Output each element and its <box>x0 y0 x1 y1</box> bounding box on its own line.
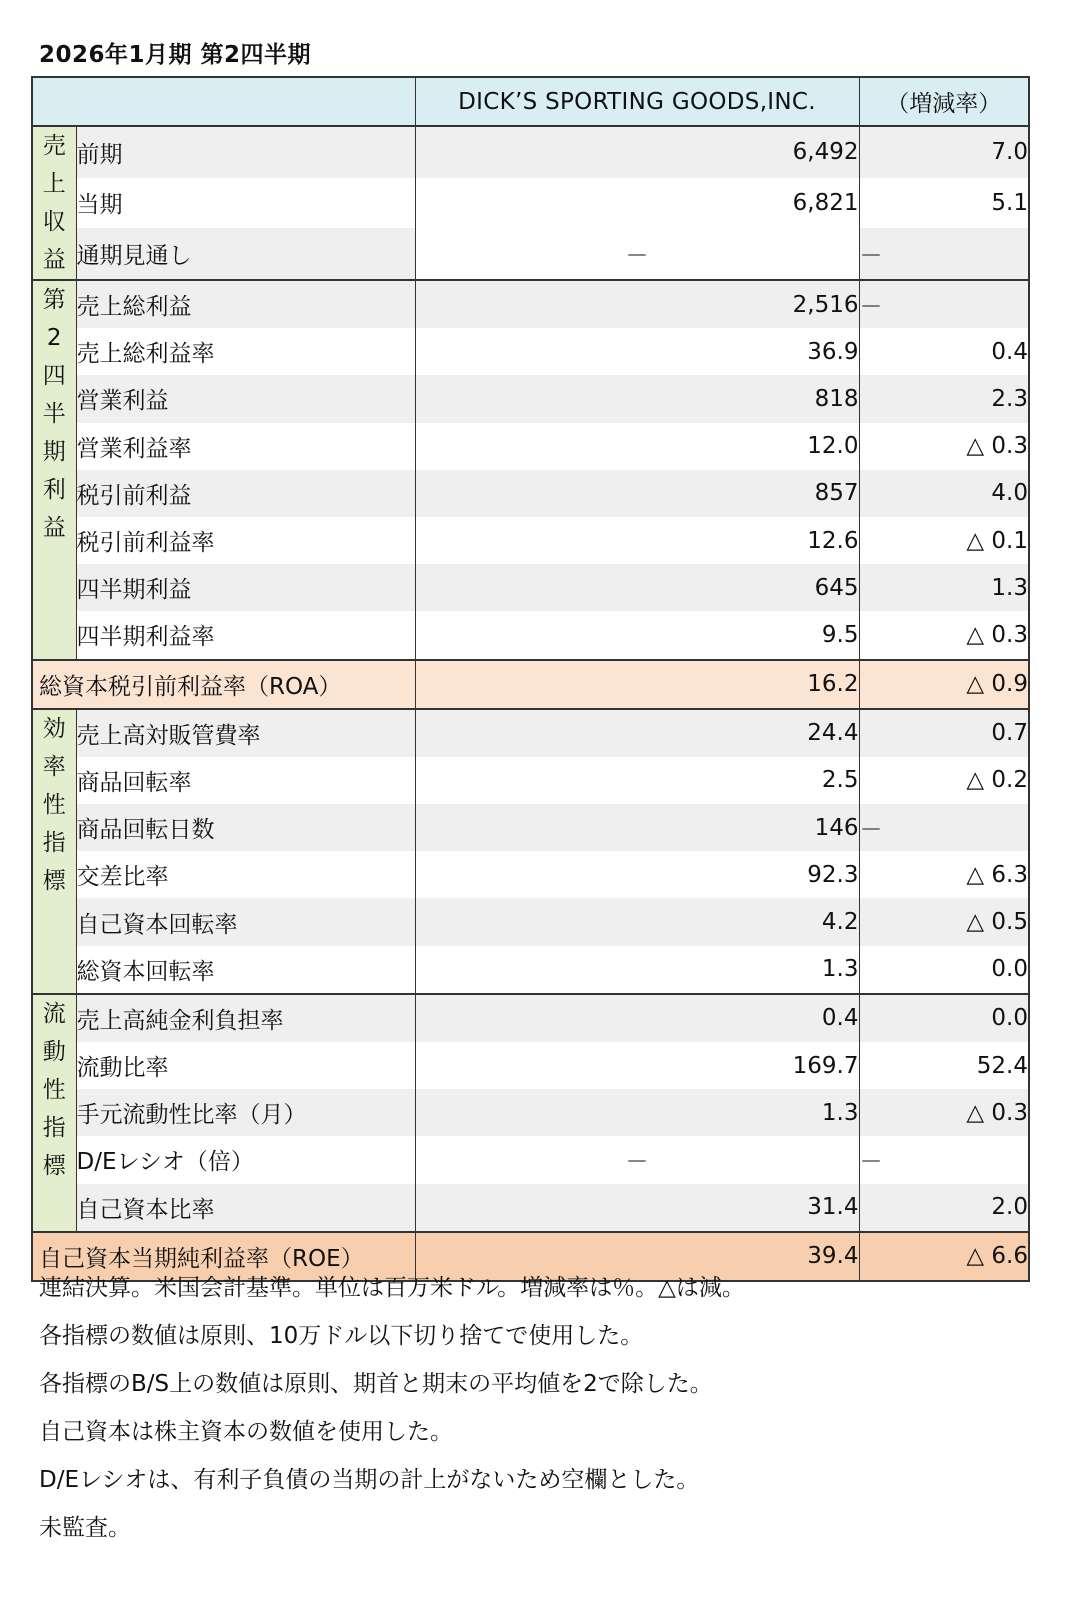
change-cell: △ 0.3 <box>859 1089 1029 1136</box>
table-row <box>32 1184 1029 1232</box>
highlight-row <box>32 660 1029 709</box>
value-cell: 2.5 <box>415 757 859 804</box>
value-cell: 12.0 <box>415 423 859 470</box>
change-cell: 52.4 <box>859 1042 1029 1089</box>
group-char: 流 <box>42 1000 66 1027</box>
change-cell: △ 6.3 <box>859 851 1029 898</box>
footnote-line: 未監査。 <box>39 1515 131 1541</box>
group-char: 標 <box>42 867 66 894</box>
row-label: 商品回転日数 <box>76 804 415 851</box>
table-row <box>32 328 1029 375</box>
group-char: 性 <box>42 1076 66 1103</box>
value-cell: 16.2 <box>415 660 859 709</box>
footnotes <box>39 1264 745 1552</box>
footnote-line: 各指標のB/S上の数値は原則、期首と期末の平均値を2で除した。 <box>39 1371 713 1397</box>
company-header: DICK’S SPORTING GOODS,INC. <box>415 77 859 126</box>
row-label: 交差比率 <box>76 851 415 898</box>
table-row <box>32 994 1029 1042</box>
group-char: 性 <box>42 791 66 818</box>
change-cell: 0.0 <box>859 994 1029 1042</box>
group-char: 2 <box>46 325 62 351</box>
highlight-label: 総資本税引前利益率（ROA） <box>32 660 415 709</box>
group-char: 指 <box>42 829 66 856</box>
value-cell: 4.2 <box>415 898 859 945</box>
group-char: 利 <box>42 477 66 503</box>
change-cell: 7.0 <box>859 126 1029 178</box>
value-cell: 169.7 <box>415 1042 859 1089</box>
footnote-line: 各指標の数値は原則、10万ドル以下切り捨てで使用した。 <box>39 1323 644 1349</box>
row-label: 営業利益率 <box>76 423 415 470</box>
change-cell: 2.0 <box>859 1184 1029 1232</box>
section-group-label <box>32 994 76 1232</box>
table-row <box>32 564 1029 611</box>
financial-table <box>31 76 1030 1282</box>
row-label: 四半期利益 <box>76 564 415 611</box>
change-cell: △ 0.3 <box>859 611 1029 659</box>
row-label: 自己資本比率 <box>76 1184 415 1232</box>
table-row <box>32 1089 1029 1136</box>
table-row <box>32 228 1029 280</box>
change-cell: 0.0 <box>859 946 1029 994</box>
table-header-row <box>32 77 1029 126</box>
value-cell: 818 <box>415 375 859 422</box>
section-group-label <box>32 126 76 280</box>
row-label: 通期見通し <box>76 228 415 280</box>
table-row <box>32 898 1029 945</box>
group-char: 率 <box>42 753 66 780</box>
table-row <box>32 757 1029 804</box>
header-blank-cell <box>32 77 415 126</box>
change-cell: － <box>859 228 1029 280</box>
value-cell: 1.3 <box>415 946 859 994</box>
change-cell: － <box>859 1136 1029 1183</box>
table-row <box>32 1042 1029 1089</box>
page-title: 2026年1月期 第2四半期 <box>39 42 312 68</box>
value-cell: － <box>415 1136 859 1183</box>
row-label: 営業利益 <box>76 375 415 422</box>
change-cell: 0.7 <box>859 709 1029 757</box>
table-row <box>32 423 1029 470</box>
group-char: 益 <box>42 247 66 273</box>
row-label: 税引前利益率 <box>76 517 415 564</box>
table-row <box>32 804 1029 851</box>
row-label: 四半期利益率 <box>76 611 415 659</box>
row-label: 売上総利益率 <box>76 328 415 375</box>
table-row <box>32 126 1029 178</box>
value-cell: 92.3 <box>415 851 859 898</box>
change-cell: － <box>859 804 1029 851</box>
value-cell: 2,516 <box>415 280 859 328</box>
table-row <box>32 1136 1029 1183</box>
table-row <box>32 375 1029 422</box>
value-cell: 31.4 <box>415 1184 859 1232</box>
group-char: 収 <box>42 209 66 235</box>
section-group-label <box>32 280 76 660</box>
group-char: 売 <box>42 133 66 159</box>
group-char: 指 <box>42 1114 66 1141</box>
value-cell: － <box>415 228 859 280</box>
change-cell: 4.0 <box>859 470 1029 517</box>
row-label: 自己資本回転率 <box>76 898 415 945</box>
table-row <box>32 280 1029 328</box>
value-cell: 6,492 <box>415 126 859 178</box>
value-cell: 6,821 <box>415 178 859 229</box>
change-cell: △ 0.9 <box>859 660 1029 709</box>
value-cell: 857 <box>415 470 859 517</box>
group-char: 第 <box>42 287 66 313</box>
row-label: 前期 <box>76 126 415 178</box>
change-rate-header: （増減率） <box>859 77 1029 126</box>
table-row <box>32 470 1029 517</box>
table-row <box>32 946 1029 994</box>
table-row <box>32 709 1029 757</box>
row-label: 当期 <box>76 178 415 229</box>
value-cell: 39.4 <box>415 1232 859 1281</box>
table-row <box>32 517 1029 564</box>
highlight-label: 自己資本当期純利益率（ROE） <box>32 1232 415 1281</box>
change-cell: － <box>859 280 1029 328</box>
change-cell: 5.1 <box>859 178 1029 229</box>
row-label: 売上総利益 <box>76 280 415 328</box>
table-row <box>32 178 1029 229</box>
value-cell: 12.6 <box>415 517 859 564</box>
change-cell: △ 0.3 <box>859 423 1029 470</box>
group-char: 期 <box>42 439 66 465</box>
row-label: 手元流動性比率（月） <box>76 1089 415 1136</box>
value-cell: 0.4 <box>415 994 859 1042</box>
group-char: 半 <box>42 401 66 427</box>
footnote-line: 自己資本は株主資本の数値を使用した。 <box>39 1419 453 1445</box>
group-char: 上 <box>42 171 66 197</box>
value-cell: 24.4 <box>415 709 859 757</box>
value-cell: 1.3 <box>415 1089 859 1136</box>
value-cell: 645 <box>415 564 859 611</box>
value-cell: 9.5 <box>415 611 859 659</box>
row-label: 商品回転率 <box>76 757 415 804</box>
table-row <box>32 611 1029 659</box>
row-label: 税引前利益 <box>76 470 415 517</box>
change-cell: 0.4 <box>859 328 1029 375</box>
group-char: 動 <box>42 1038 66 1065</box>
row-label: 売上高対販管費率 <box>76 709 415 757</box>
change-cell: 1.3 <box>859 564 1029 611</box>
group-char: 四 <box>42 363 66 389</box>
footnote-line: D/Eレシオは、有利子負債の当期の計上がないため空欄とした。 <box>39 1467 700 1493</box>
group-char: 標 <box>42 1152 66 1179</box>
row-label: 総資本回転率 <box>76 946 415 994</box>
table-row <box>32 851 1029 898</box>
row-label: D/Eレシオ（倍） <box>76 1136 415 1183</box>
section-group-label <box>32 709 76 994</box>
change-cell: △ 0.2 <box>859 757 1029 804</box>
row-label: 流動比率 <box>76 1042 415 1089</box>
change-cell: 2.3 <box>859 375 1029 422</box>
change-cell: △ 6.6 <box>859 1232 1029 1281</box>
change-cell: △ 0.1 <box>859 517 1029 564</box>
value-cell: 146 <box>415 804 859 851</box>
change-cell: △ 0.5 <box>859 898 1029 945</box>
value-cell: 36.9 <box>415 328 859 375</box>
footnote-line: 連結決算。米国会計基準。単位は百万米ドル。増減率は％。△は減。 <box>39 1275 745 1301</box>
row-label: 売上高純金利負担率 <box>76 994 415 1042</box>
group-char: 効 <box>42 715 66 742</box>
group-char: 益 <box>42 515 66 541</box>
